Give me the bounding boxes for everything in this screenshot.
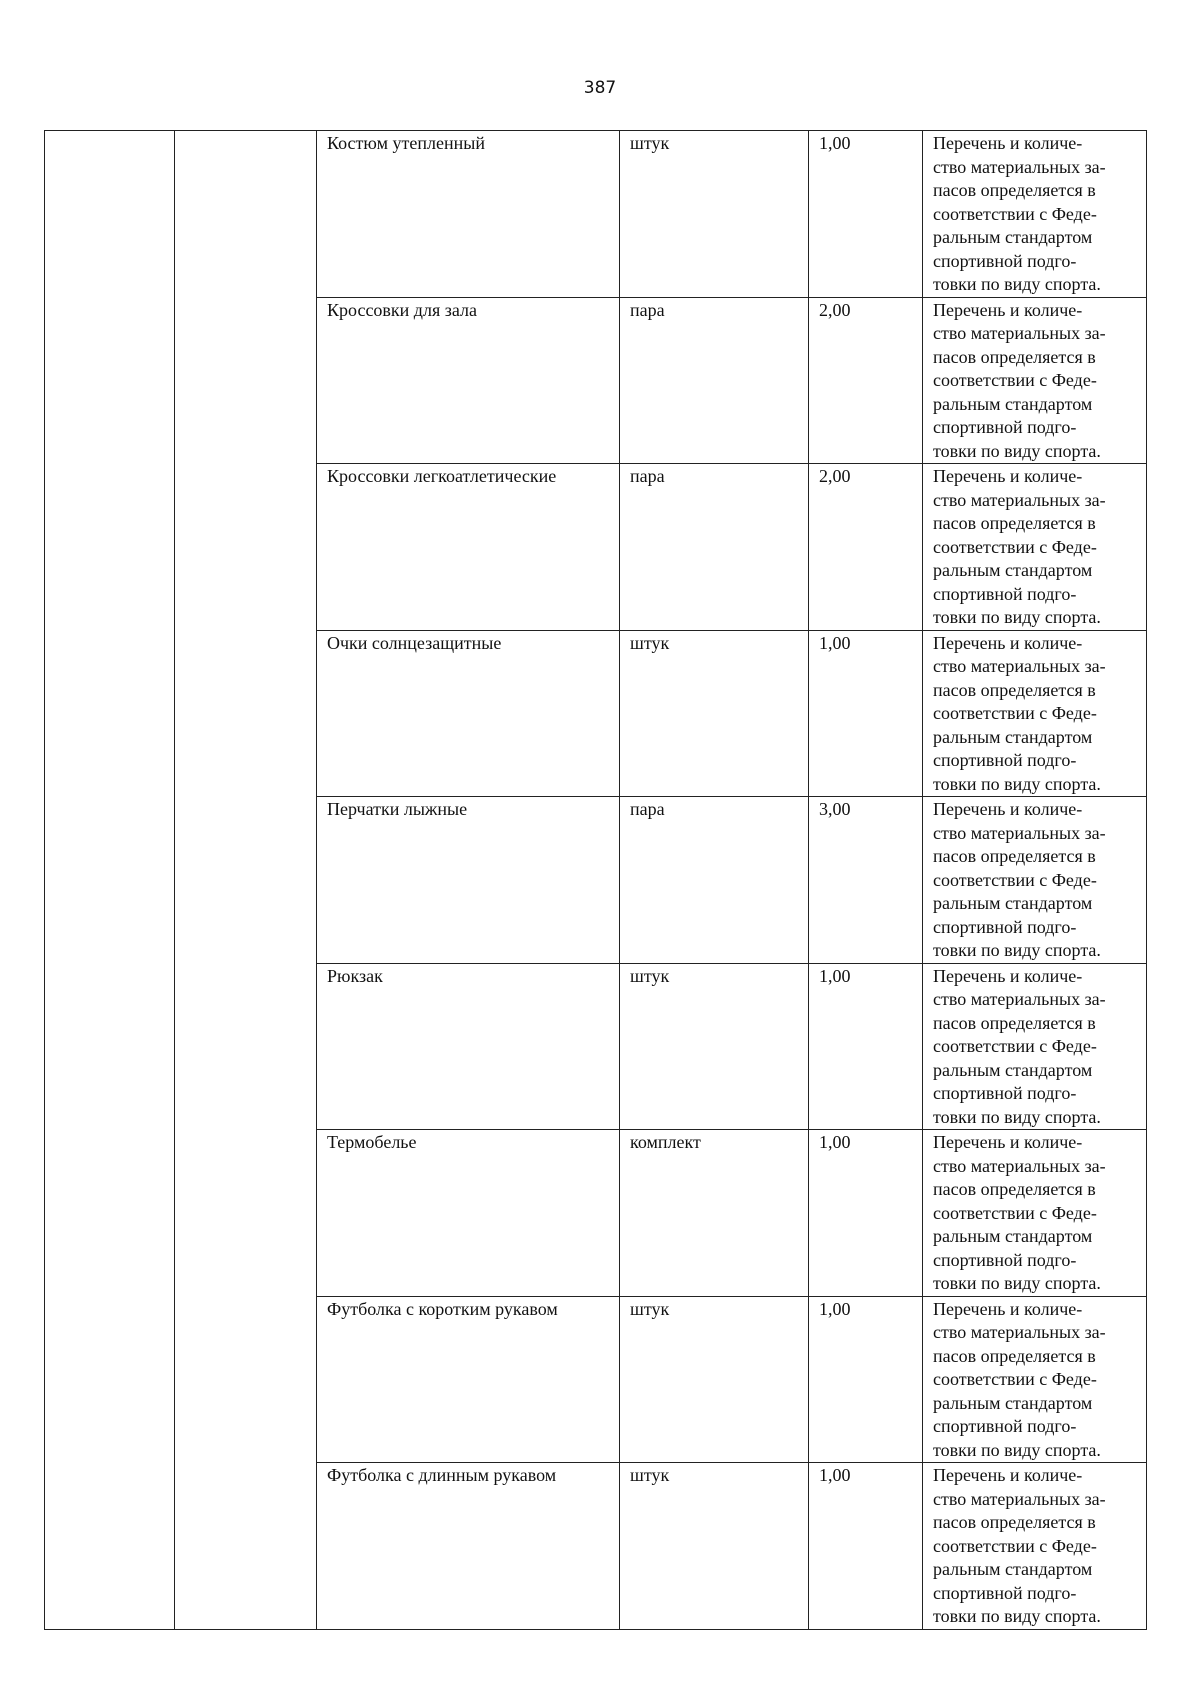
unit-cell: штук — [620, 1463, 809, 1630]
quantity-cell: 2,00 — [809, 297, 923, 464]
note-cell — [923, 963, 1147, 1130]
note-text: Перечень и количе- ство материальных за- пасов определяется в соответствии с Феде- ральным стандартом спортивной подго- товки по виду спорта. — [933, 632, 1106, 794]
note-cell — [923, 797, 1147, 964]
item-name-cell: Рюкзак — [317, 963, 620, 1130]
item-name-cell: Футболка с коротким рукавом — [317, 1296, 620, 1463]
note-cell — [923, 131, 1147, 298]
note-text: Перечень и количе- ство материальных за- пасов определяется в соответствии с Феде- ральным стандартом спортивной подго- товки по виду спорта. — [933, 299, 1106, 461]
note-text: Перечень и количе- ство материальных за- пасов определяется в соответствии с Феде- ральным стандартом спортивной подго- товки по виду спорта. — [933, 466, 1106, 627]
note-text: Перечень и количе- ство материальных за- пасов определяется в соответствии с Феде- ральным стандартом спортивной подго- товки по виду спорта. — [933, 1298, 1106, 1460]
note-cell — [923, 1296, 1147, 1463]
table-row — [45, 131, 1147, 298]
unit-cell: комплект — [620, 1130, 809, 1297]
quantity-cell: 1,00 — [809, 630, 923, 797]
item-name-cell: Очки солнцезащитные — [317, 630, 620, 797]
quantity-cell: 1,00 — [809, 1463, 923, 1630]
page-number: 387 — [583, 78, 617, 98]
note-text: Перечень и количе- ство материальных за- пасов определяется в соответствии с Феде- ральным стандартом спортивной подго- товки по виду спорта. — [933, 965, 1106, 1127]
unit-cell: пара — [620, 797, 809, 964]
note-cell — [923, 297, 1147, 464]
item-name-cell: Футболка с длинным рукавом — [317, 1463, 620, 1630]
note-cell — [923, 1463, 1147, 1630]
item-name-cell: Костюм утепленный — [317, 131, 620, 298]
note-cell — [923, 1130, 1147, 1297]
merged-empty-cell-1 — [45, 131, 175, 1630]
unit-cell: штук — [620, 963, 809, 1130]
quantity-cell: 1,00 — [809, 1296, 923, 1463]
unit-cell: пара — [620, 464, 809, 631]
note-text: Перечень и количе- ство материальных за- пасов определяется в соответствии с Феде- ральным стандартом спортивной подго- товки по виду спорта. — [933, 1132, 1106, 1293]
note-text: Перечень и количе- ство материальных за- пасов определяется в соответствии с Феде- ральным стандартом спортивной подго- товки по виду спорта. — [933, 1465, 1106, 1626]
item-name-cell: Кроссовки для зала — [317, 297, 620, 464]
item-name-cell: Перчатки лыжные — [317, 797, 620, 964]
merged-empty-cell-2 — [175, 131, 317, 1630]
note-cell — [923, 464, 1147, 631]
quantity-cell: 1,00 — [809, 131, 923, 298]
quantity-cell: 3,00 — [809, 797, 923, 964]
note-text: Перечень и количе- ство материальных за- пасов определяется в соответствии с Феде- ральным стандартом спортивной подго- товки по виду спорта. — [933, 133, 1106, 294]
quantity-cell: 2,00 — [809, 464, 923, 631]
inventory-table — [44, 130, 1147, 1630]
item-name-cell: Кроссовки легкоатлетические — [317, 464, 620, 631]
quantity-cell: 1,00 — [809, 963, 923, 1130]
note-text: Перечень и количе- ство материальных за- пасов определяется в соответствии с Феде- ральным стандартом спортивной подго- товки по виду спорта. — [933, 799, 1106, 960]
note-cell — [923, 630, 1147, 797]
inventory-table-body — [45, 131, 1147, 1630]
unit-cell: штук — [620, 131, 809, 298]
item-name-cell: Термобелье — [317, 1130, 620, 1297]
unit-cell: штук — [620, 1296, 809, 1463]
unit-cell: штук — [620, 630, 809, 797]
quantity-cell: 1,00 — [809, 1130, 923, 1297]
unit-cell: пара — [620, 297, 809, 464]
